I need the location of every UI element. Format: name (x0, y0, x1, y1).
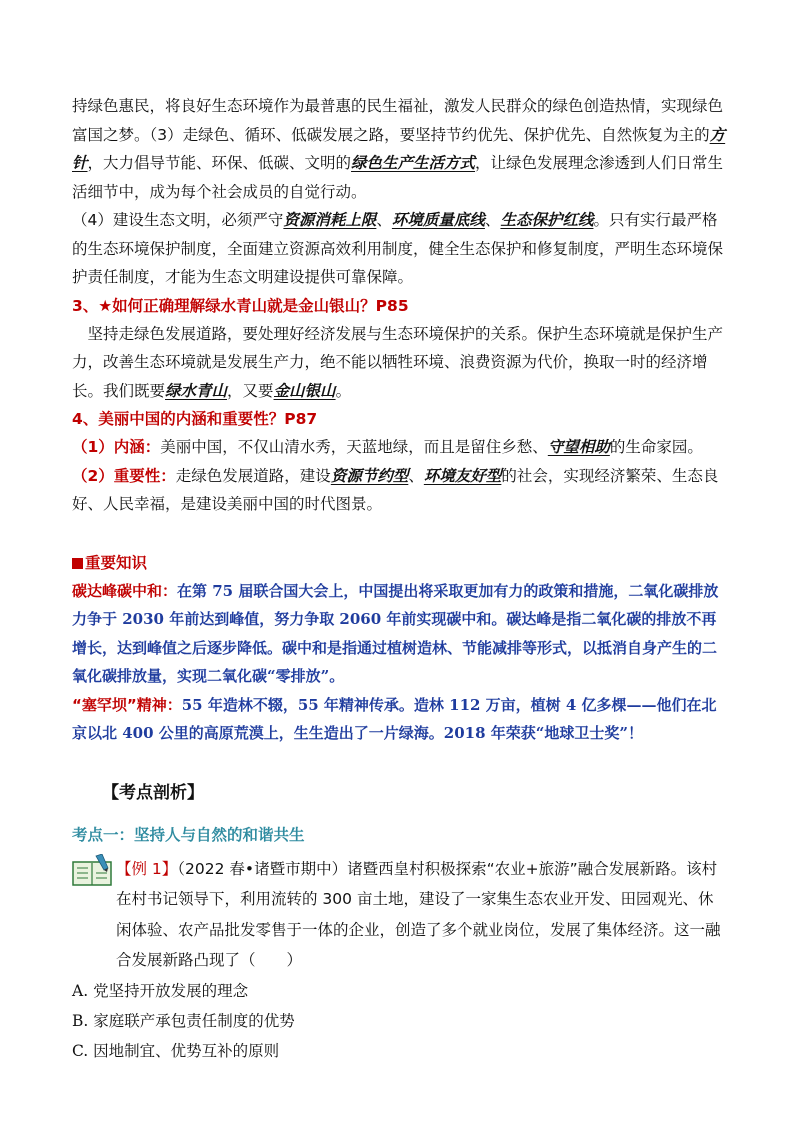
example-1-tag: 【例 1】 (116, 859, 178, 878)
question-4-importance: （2）重要性：走绿色发展道路，建设资源节约型、环境友好型的社会，实现经济繁荣、生态良好、人民幸福，是建设美丽中国的时代图景。 (72, 465, 719, 513)
carbon-peak-neutrality: 碳达峰碳中和：在第 75 届联合国大会上，中国提出将采取更加有力的政策和措施，二氧化碳排放力争于 2030 年前达到峰值，努力争取 2060 年前实现碳中和。碳达峰是指二氧化碳的排放不再增长，达到峰值之后逐步降低。碳中和是指通过植树造林、节能减排等形式，以抵消自身产生的二氧化碳排放量，实现二氧化碳“零排放”。 (72, 581, 719, 685)
paragraph-ecological-civilization: （4）建设生态文明，必须严守资源消耗上限、环境质量底线、生态保护红线。只有实行最严格的生态环境保护制度，全面建立资源高效利用制度，健全生态保护和修复制度，严明生态环境保护责任制度，才能为生态文明建设提供可靠保障。 (72, 210, 724, 286)
keyword-mutual-help: 守望相助 (547, 437, 610, 456)
question-3-answer: 坚持走绿色发展道路，要处理好经济发展与生态环境保护的关系。保护生态环境就是保护生产力，改善生态环境就是发展生产力，绝不能以牺牲环境、浪费资源为代价，换取一时的经济增长。我们既要绿水青山，又要金山银山。 (72, 324, 724, 400)
keyword-environment-baseline: 环境质量底线 (391, 210, 485, 229)
option-a[interactable]: A. 党坚持开放发展的理念 (72, 981, 249, 1000)
question-4-heading: 4、美丽中国的内涵和重要性？P87 (72, 410, 318, 428)
paragraph-green-development: 持绿色惠民，将良好生态环境作为最普惠的民生福祉，激发人民群众的绿色创造热情，实现绿色富国之梦。（3）走绿色、循环、低碳发展之路，要坚持节约优先、保护优先、自然恢复为主的方针，大力倡导节能、环保、低碳、文明的绿色生产生活方式，让绿色发展理念渗透到人们日常生活细节中，成为每个社会成员的自觉行动。 (72, 97, 726, 201)
keyword-env-friendly: 环境友好型 (423, 465, 502, 485)
open-book-pencil-icon (72, 854, 112, 886)
important-knowledge-heading: 重要知识 (72, 549, 728, 577)
square-bullet-icon (72, 558, 83, 569)
keyword-ecology-redline: 生态保护红线 (500, 210, 594, 229)
example-1 (72, 854, 728, 1066)
analysis-title: 【考点剖析】 (102, 782, 204, 803)
example-1-stem: 【例 1】（2022 春•诸暨市期中）诸暨西皇村积极探索“农业+旅游”融合发展新路。该村在村书记领导下，利用流转的 300 亩土地，建设了一家集生态农业开发、田园观光、休闲体验、农产品批发零售于一体的企业，创造了多个就业岗位，发展了集体经济。这一融合发展新路凸现了（ ） (116, 859, 721, 969)
keyword-resource-limit: 资源消耗上限 (283, 210, 377, 229)
option-c[interactable]: C. 因地制宜、优势互补的原则 (72, 1041, 280, 1060)
keyword-resource-saving: 资源节约型 (330, 465, 409, 485)
question-4-connotation: （1）内涵：美丽中国，不仅山清水秀，天蓝地绿，而且是留住乡愁、守望相助的生命家园。 (72, 437, 703, 456)
test-point-1: 考点一：坚持人与自然的和谐共生 (72, 825, 305, 844)
document-page (72, 92, 728, 1066)
keyword-green-lifestyle: 绿色生产生活方式 (351, 153, 476, 172)
question-3-heading: 3、★如何正确理解绿水青山就是金山银山？P85 (72, 296, 409, 315)
keyword-policy: 方针 (72, 124, 726, 172)
option-b[interactable]: B. 家庭联产承包责任制度的优势 (72, 1011, 295, 1030)
keyword-gold-mountains: 金山银山 (273, 380, 336, 400)
keyword-green-mountains: 绿水青山 (165, 380, 228, 400)
saihanba-spirit: “塞罕坝”精神：55 年造林不辍，55 年精神传承。造林 112 万亩，植树 4 亿多棵——他们在北京以北 400 公里的高原荒漠上，生生造出了一片绿海。2018 年荣获“地球卫士奖”！ (72, 695, 717, 742)
